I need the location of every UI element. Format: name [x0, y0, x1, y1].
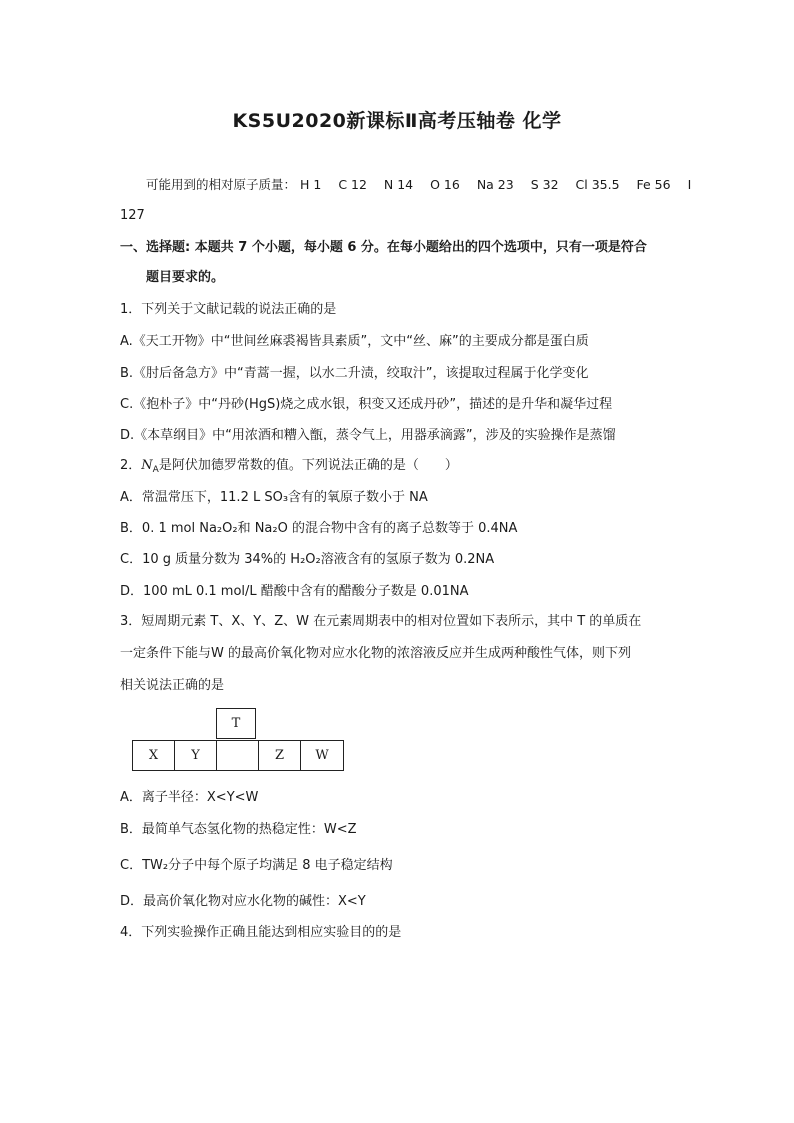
cell-Y: Y — [174, 740, 217, 771]
atomic-mass-item: N 14 — [383, 177, 414, 192]
question-3-option-c: C．TW₂分子中每个原子均满足 8 电子稳定结构 — [120, 858, 393, 873]
question-1-option-b: B.《肘后备急方》中“青蒿一握，以水二升渍，绞取汁”，该提取过程属于化学变化 — [120, 366, 589, 381]
cell-X: X — [132, 740, 175, 771]
question-1-option-d: D.《本草纲目》中“用浓酒和糟入甑，蒸令气上，用器承滴露”，涉及的实验操作是蒸馏 — [120, 428, 616, 443]
question-3-stem-line1: 3．短周期元素 T、X、Y、Z、W 在元素周期表中的相对位置如下表所示，其中 T 的单质在 — [120, 614, 642, 629]
atomic-mass-item: I — [687, 177, 692, 192]
cell-Z: Z — [258, 740, 301, 771]
question-1-stem: 1．下列关于文献记载的说法正确的是 — [120, 302, 337, 317]
question-2-text: 是阿伏加德罗常数的值。下列说法正确的是（ ） — [158, 458, 458, 473]
atomic-masses-label: 可能用到的相对原子质量： — [146, 177, 297, 192]
atomic-mass-item: Na 23 — [476, 177, 514, 192]
periodic-table-fragment — [132, 708, 344, 774]
cell-W: W — [300, 740, 344, 771]
page-title: KS5U2020新课标Ⅱ高考压轴卷 化学 — [232, 110, 562, 132]
question-1-option-c: C.《抱朴子》中“丹砂(HgS)烧之成水银，积变又还成丹砂”，描述的是升华和凝华过程 — [120, 397, 613, 412]
question-3-option-d: D．最高价氧化物对应水化物的碱性：X<Y — [120, 894, 366, 909]
section-heading: 一、选择题: 本题共 7 个小题，每小题 6 分。在每小题给出的四个选项中，只有一项是符合 — [120, 240, 647, 255]
question-2-option-b: B．0. 1 mol Na₂O₂和 Na₂O 的混合物中含有的离子总数等于 0.4NA — [120, 521, 518, 536]
atomic-mass-item: Fe 56 — [636, 177, 671, 192]
question-3-option-b: B．最简单气态氢化物的热稳定性：W<Z — [120, 822, 357, 837]
question-3-option-a: A．离子半径：X<Y<W — [120, 790, 259, 805]
question-2-option-c: C．10 g 质量分数为 34%的 H₂O₂溶液含有的氢原子数为 0.2NA — [120, 552, 495, 567]
avogadro-symbol: N — [141, 458, 153, 473]
atomic-masses — [146, 177, 704, 193]
question-2-stem — [120, 458, 458, 474]
cell-empty — [216, 740, 259, 771]
question-2-number: 2． — [120, 458, 142, 473]
question-1-option-a: A.《天工开物》中“世间丝麻裘褐皆具素质”，文中“丝、麻”的主要成分都是蛋白质 — [120, 334, 589, 349]
section-heading-cont: 题目要求的。 — [146, 270, 225, 285]
question-3-stem-line2: 一定条件下能与W 的最高价氧化物对应水化物的浓溶液反应并生成两种酸性气体，则下列 — [120, 646, 631, 661]
question-2-option-d: D．100 mL 0.1 mol/L 醋酸中含有的醋酸分子数是 0.01NA — [120, 584, 469, 599]
cell-T: T — [216, 708, 256, 739]
question-2-option-a: A．常温常压下，11.2 L SO₃含有的氧原子数小于 NA — [120, 490, 428, 505]
atomic-mass-item: Cl 35.5 — [575, 177, 620, 192]
atomic-mass-item: H 1 — [300, 177, 322, 192]
question-4-stem: 4．下列实验操作正确且能达到相应实验目的的是 — [120, 925, 402, 940]
atomic-mass-item: S 32 — [530, 177, 559, 192]
atomic-mass-item: C 12 — [338, 177, 367, 192]
avogadro-subscript: A — [152, 465, 159, 475]
question-3-stem-line3: 相关说法正确的是 — [120, 678, 225, 693]
atomic-mass-overflow: 127 — [120, 208, 145, 223]
atomic-mass-item: O 16 — [430, 177, 460, 192]
